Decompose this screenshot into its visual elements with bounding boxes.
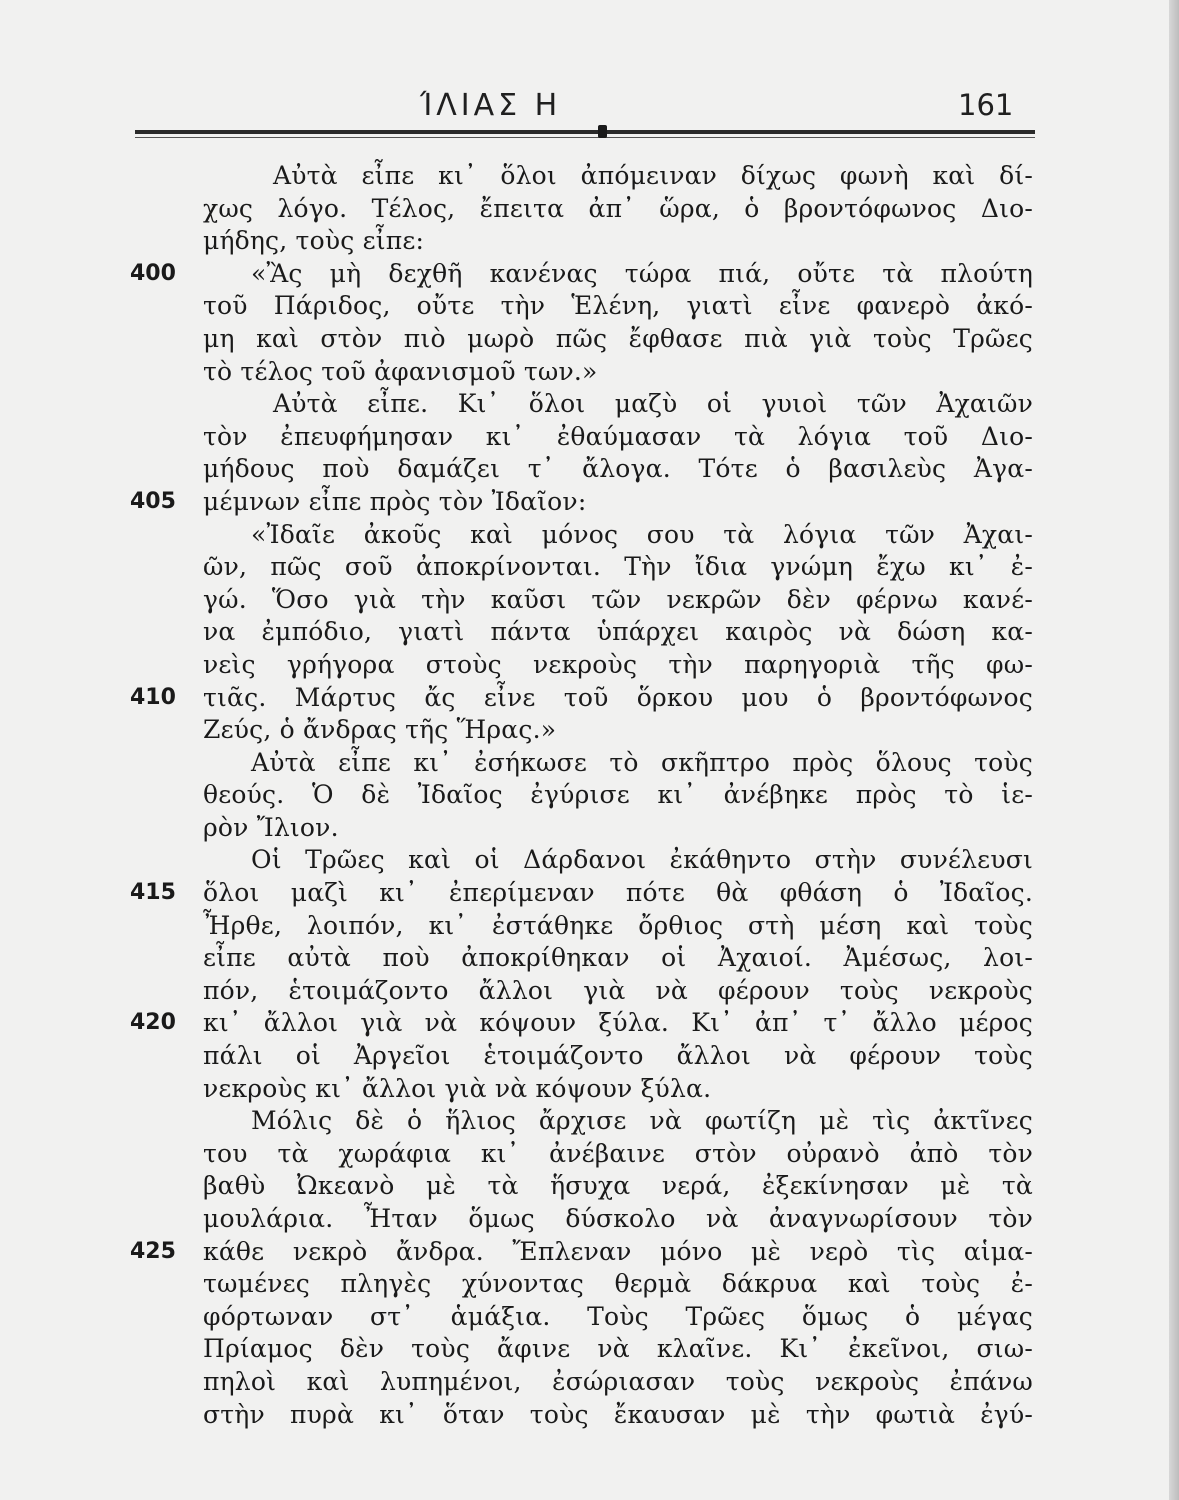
page-number: 161 [958,88,1014,122]
line-text: Ζεύς, ὁ ἄνδρας τῆς Ἥρας.» [203,715,557,745]
text-line [203,1073,1033,1106]
line-text: φόρτωναν στ᾿ ἁμάξια. Τοὺς Τρῶες ὅμως ὁ μέγας [203,1301,1033,1331]
text-line [130,877,1033,910]
text-line [203,356,1033,389]
line-text: Μόλις δὲ ὁ ἥλιος ἄρχισε νὰ φωτίζη μὲ τὶς ἀκτῖνες [251,1106,1033,1136]
text-line [203,975,1033,1008]
page-edge-shadow [1169,0,1179,1500]
text-line [203,1105,1033,1138]
text-line [203,616,1033,649]
header-rule [135,130,1035,134]
line-text: βαθὺ Ὠκεανὸ μὲ τὰ ἥσυχα νερά, ἐξεκίνησαν μὲ τὰ [203,1171,1033,1201]
text-line [203,747,1033,780]
text-line [203,584,1033,617]
line-text: στὴν πυρὰ κι᾿ ὅταν τοὺς ἔκαυσαν μὲ τὴν φωτιὰ ἐγύ- [203,1399,1033,1429]
line-text: να ἐμπόδιο, γιατὶ πάντα ὑπάρχει καιρὸς νὰ δώση κα- [203,617,1033,647]
text-line [130,486,1033,519]
line-text: Ἦρθε, λοιπόν, κι᾿ ἐστάθηκε ὄρθιος στὴ μέση καὶ τοὺς [203,910,1033,940]
text-line [130,682,1033,715]
line-number: 415 [130,880,176,906]
line-text: του τὰ χωράφια κι᾿ ἀνέβαινε στὸν οὐρανὸ ἀπὸ τὸν [203,1138,1033,1168]
line-text: Αὐτὰ εἶπε κι᾿ ὅλοι ἀπόμειναν δίχως φωνὴ καὶ δί- [273,161,1033,190]
text-line [203,812,1033,845]
line-text: «Ἂς μὴ δεχθῆ κανένας τώρα πιά, οὔτε τὰ πλούτη [251,258,1033,288]
line-text: ὅλοι μαζὶ κι᾿ ἐπερίμεναν πότε θὰ φθάση ὁ Ἰδαῖος. [203,878,1033,908]
line-text: πόν, ἑτοιμάζοντο ἄλλοι γιὰ νὰ φέρουν τοὺς νεκροὺς [203,975,1033,1005]
line-text: νεκροὺς κι᾿ ἄλλοι γιὰ νὰ κόψουν ξύλα. [203,1073,712,1103]
text-line [203,1268,1033,1301]
text-line [203,551,1033,584]
line-number: 405 [130,488,176,514]
text-line [130,1007,1033,1040]
line-text: θεούς. Ὁ δὲ Ἰδαῖος ἐγύρισε κι᾿ ἀνέβηκε πρὸς τὸ ἱε- [203,780,1033,810]
text-line [203,1333,1033,1366]
text-line [203,1170,1033,1203]
text-line [203,453,1033,486]
line-text: κάθε νεκρὸ ἄνδρα. Ἔπλεναν μόνο μὲ νερὸ τὶς αἱμα- [203,1236,1033,1266]
line-text: πηλοὶ καὶ λυπημένοι, ἐσώριασαν τοὺς νεκροὺς ἐπάνω [203,1366,1033,1396]
line-text: τὸν ἐπευφήμησαν κι᾿ ἐθαύμασαν τὰ λόγια τοῦ Διο- [203,421,1033,451]
text-line [203,421,1033,454]
text-line [203,779,1033,812]
line-text: Πρίαμος δὲν τοὺς ἄφινε νὰ κλαῖνε. Κι᾿ ἐκεῖνοι, σιω- [203,1334,1033,1364]
text-line [203,1399,1033,1432]
text-line [203,1040,1033,1073]
text-line [203,388,1033,421]
text-line [203,1203,1033,1236]
running-header [0,78,1179,128]
text-line [203,1301,1033,1334]
line-text: τὸ τέλος τοῦ ἀφανισμοῦ των.» [203,356,598,386]
line-number: 400 [130,260,176,286]
line-number: 420 [130,1010,176,1036]
running-title: ΊΛΙΑΣ Η [420,88,562,123]
line-text: Αὐτὰ εἶπε κι᾿ ἐσήκωσε τὸ σκῆπτρο πρὸς ὅλους τοὺς [251,747,1033,777]
header-rule-thin [135,137,1035,138]
text-line [203,323,1033,356]
line-text: τωμένες πληγὲς χύνοντας θερμὰ δάκρυα καὶ τοὺς ἐ- [203,1269,1033,1299]
line-text: μουλάρια. Ἦταν ὅμως δύσκολο νὰ ἀναγνωρίσουν τὸν [203,1204,1033,1233]
line-number: 425 [130,1238,176,1264]
line-text: μέμνων εἶπε πρὸς τὸν Ἰδαῖον: [203,486,587,516]
line-text: μη καὶ στὸν πιὸ μωρὸ πῶς ἔφθασε πιὰ γιὰ τοὺς Τρῶες [203,323,1033,353]
text-line [130,1236,1033,1269]
line-text: Αὐτὰ εἶπε. Κι᾿ ὅλοι μαζὺ οἱ γυιοὶ τῶν Ἀχαιῶν [273,389,1033,419]
line-text: Οἱ Τρῶες καὶ οἱ Δάρδανοι ἐκάθηντο στὴν συνέλευσι [251,845,1033,875]
text-line [203,193,1033,226]
line-text: χως λόγο. Τέλος, ἔπειτα ἀπ᾿ ὥρα, ὁ βροντόφωνος Διο- [203,193,1033,223]
text-line [203,290,1033,323]
line-text: κι᾿ ἄλλοι γιὰ νὰ κόψουν ξύλα. Κι᾿ ἀπ᾿ τ᾿ ἄλλο μέρος [203,1008,1033,1038]
line-text: «Ἰδαῖε ἀκοῦς καὶ μόνος σου τὰ λόγια τῶν Ἀχαι- [251,519,1033,549]
line-text: ρὸν Ἴλιον. [203,812,339,842]
line-text: μήδης, τοὺς εἶπε: [203,226,425,256]
line-text: τιᾶς. Μάρτυς ἄς εἶνε τοῦ ὅρκου μου ὁ βροντόφωνος [203,682,1033,712]
text-line [203,649,1033,682]
header-rule-ornament [598,125,607,138]
line-number: 410 [130,684,176,710]
text-line [203,160,1033,193]
text-line [130,258,1033,291]
line-text: πάλι οἱ Ἀργεῖοι ἑτοιμάζοντο ἄλλοι νὰ φέρουν τοὺς [203,1041,1033,1071]
line-text: γώ. Ὅσο γιὰ τὴν καῦσι τῶν νεκρῶν δὲν φέρνω κανέ- [203,584,1033,614]
line-text: τοῦ Πάριδος, οὔτε τὴν Ἑλένη, γιατὶ εἶνε φανερὸ ἀκό- [203,291,1033,321]
body-text [130,160,1033,1431]
line-text: μήδους ποὺ δαμάζει τ᾿ ἄλογα. Τότε ὁ βασιλεὺς Ἀγα- [203,454,1033,484]
text-line [203,844,1033,877]
line-text: εἶπε αὐτὰ ποὺ ἀποκρίθηκαν οἱ Ἀχαιοί. Ἀμέσως, λοι- [203,943,1033,973]
text-line [203,225,1033,258]
text-line [203,1138,1033,1171]
line-text: νεὶς γρήγορα στοὺς νεκροὺς τὴν παρηγοριὰ τῆς φω- [203,649,1033,679]
text-line [203,942,1033,975]
text-line [203,714,1033,747]
text-line [203,910,1033,943]
text-line [203,519,1033,552]
text-line [203,1366,1033,1399]
line-text: ῶν, πῶς σοῦ ἀποκρίνονται. Τὴν ἴδια γνώμη ἔχω κι᾿ ἐ- [203,552,1033,582]
